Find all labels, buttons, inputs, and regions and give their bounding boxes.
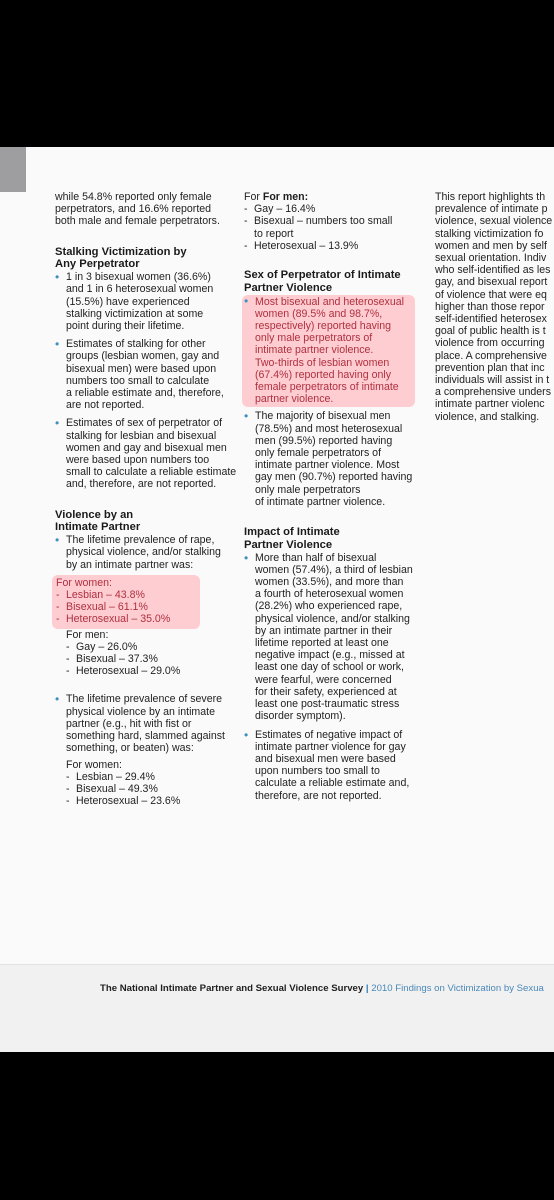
severe-women-label: For women: — [66, 758, 122, 771]
list-item: - Bisexual – 37.3% — [66, 653, 240, 665]
list-item: • The majority of bisexual men (78.5%) and most heterosexual men (99.5%) reported having only female perpetrators of intimate partner violence. Most gay men (90.7%) reported having only male perpetrators of intimate partner violence. — [244, 410, 426, 508]
list-item: • The lifetime prevalence of rape, physical violence, and/or stalking by an intimate partner was: For women: - Lesbian – 43.8% - Bisexual – 61.1% - Heterosexual – 35.0% For men: - Gay – 26.0% - Bisexual – 37.3% - Heterosexual – 29.0% — [55, 534, 240, 677]
sex-perpetrator-heading: Sex of Perpetrator of Intimate Partner Violence — [244, 269, 401, 294]
ipv-list — [55, 534, 240, 807]
list-item: - Lesbian – 43.8% — [56, 589, 188, 601]
page-footer — [0, 964, 554, 1052]
list-item: - Gay – 16.4% — [244, 203, 426, 215]
list-item: - Gay – 26.0% — [66, 641, 240, 653]
column-right — [435, 191, 554, 423]
list-item: • The lifetime prevalence of severe physical violence by an intimate partner (e.g., hit with fist or something hard, slammed against something, or beaten) was: For women: - Lesbian – 29.4% - Bisexual – 49.3% - Heterosexual – 23.6% — [55, 693, 240, 807]
footer-title — [100, 983, 544, 994]
footer-separator: | — [365, 983, 369, 994]
list-item: - Heterosexual – 35.0% — [56, 613, 188, 625]
stalking-list — [55, 271, 240, 490]
men-list — [244, 203, 426, 252]
list-item: • Estimates of stalking for other groups (lesbian women, gay and bisexual men) were based upon numbers too small to calculate a reliable estimate and, therefore, are not reported. — [55, 338, 240, 411]
impact-heading: Impact of Intimate Partner Violence — [244, 526, 340, 551]
list-item: - Bisexual – 61.1% — [56, 601, 188, 613]
intro-text: while 54.8% reported only female perpetrators, and 16.6% reported both male and female perpetrators. — [55, 191, 220, 228]
men-label: For men: — [66, 628, 109, 641]
stalking-heading: Stalking Victimization by Any Perpetrator — [55, 245, 187, 271]
sex-perpetrator-list — [244, 295, 426, 508]
highlighted-women-stats — [52, 575, 200, 629]
list-item: • Estimates of sex of perpetrator of stalking for lesbian and bisexual women and gay and bisexual men were based upon numbers too small to calculate a reliable estimate and, therefore, are not reported. — [55, 417, 240, 490]
list-item: - Heterosexual – 23.6% — [66, 795, 240, 807]
list-item: • More than half of bisexual women (57.4%), a third of lesbian women (33.5%), and more than a fourth of heterosexual women (28.2%) who experienced rape, physical violence, and/or stalking by an intimate partner in their lifetime reported at least one negative impact (e.g., missed at least one day of school or work, were fearful, were concerned for their safety, experienced at least one post-traumatic stress disorder symptom). — [244, 552, 426, 723]
women-label: For women: — [56, 576, 112, 589]
survey-title: The National Intimate Partner and Sexual Violence Survey — [100, 983, 364, 994]
impact-list — [244, 552, 426, 802]
footer-subtitle: 2010 Findings on Victimization by Sexua — [371, 983, 544, 994]
column-middle — [244, 191, 426, 802]
list-item: - Lesbian – 29.4% — [66, 771, 240, 783]
document-page — [0, 147, 554, 1052]
list-item: - Heterosexual – 29.0% — [66, 665, 240, 677]
list-item: • 1 in 3 bisexual women (36.6%) and 1 in 6 heterosexual women (15.5%) have experienced stalking victimization at some point during their lifetime. — [55, 271, 240, 332]
men-label: For For men: — [244, 191, 309, 203]
ipv-heading: Violence by an Intimate Partner — [55, 508, 141, 534]
list-item: - Heterosexual – 13.9% — [244, 240, 426, 252]
summary-text: This report highlights th prevalence of intimate p violence, sexual violence stalking victimization fo women and men by self sexual orientation. Indiv who self-identified as les gay, and bisexual report of violence that were eq higher than those repor self-identified heterosex goal of public health is t violence from occurring place. A comprehensive prevention plan that inc individuals will assist in t a comprehensive unders intimate partner violenc violence, and stalking. — [435, 191, 553, 423]
list-item: • Estimates of negative impact of intimate partner violence for gay and bisexual men were based upon numbers too small to calculate a reliable estimate and, therefore, are not reported. — [244, 729, 426, 802]
column-left — [55, 191, 240, 807]
list-item: - Bisexual – 49.3% — [66, 783, 240, 795]
list-item — [244, 295, 426, 408]
list-item: - Bisexual – numbers too small to report — [244, 215, 426, 239]
highlighted-perpetrator-stats: • Most bisexual and heterosexual women (89.5% and 98.7%, respectively) reported having only male perpetrators of intimate partner violence. Two-thirds of lesbian women (67.4%) reported having only female perpetrators of intimate partner violence. — [242, 295, 415, 408]
page-edge-tab — [0, 147, 26, 192]
